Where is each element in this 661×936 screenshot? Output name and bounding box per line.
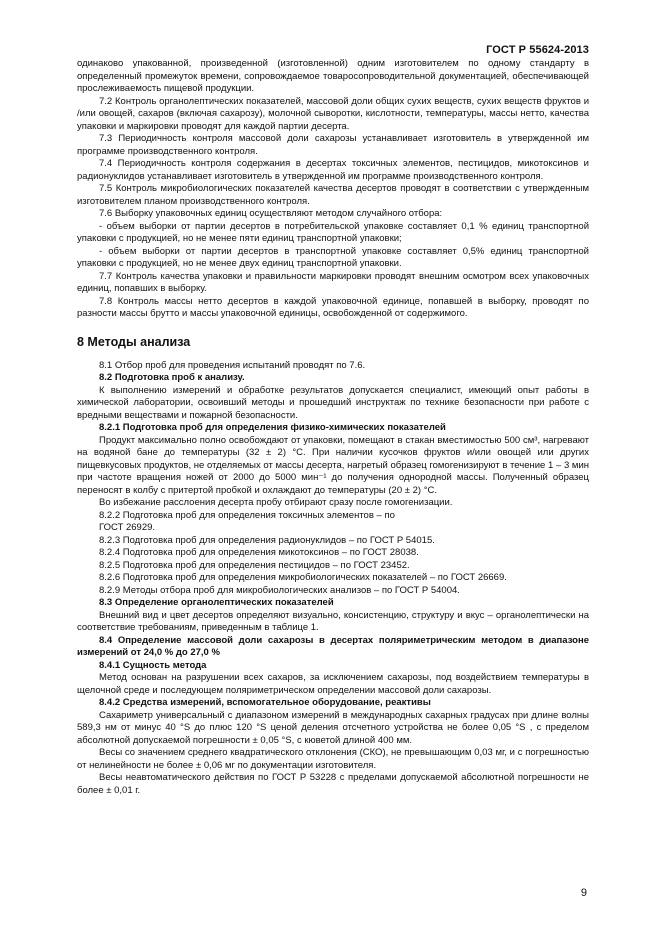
paragraph: 8.2.9 Методы отбора проб для микробиологических анализов – по ГОСТ Р 54004. xyxy=(99,584,460,596)
paragraph: Весы со значением среднего квадратического отклонения (СКО), не превышающим 0,03 мг, и с погрешностью от нелинейности не более ± 0,06 мг по документации изготовителя. xyxy=(77,747,589,771)
paragraph: 7.2 Контроль органолептических показателей, массовой доли общих сухих веществ, сухих веществ фруктов и /или овощей, сахаров (включая сахарозу), молочной сыворотки, кислотности, температуры, массы нетто, качества упаковки и маркировки проводят для каждой партии десерта. xyxy=(77,95,589,132)
paragraph: 7.5 Контроль микробиологических показателей качества десертов проводят в соответствии с утвержденным изготовителем планом производственного контроля. xyxy=(77,183,589,207)
paragraph: 7.6 Выборку упаковочных единиц осуществляют методом случайного отбора: xyxy=(99,208,443,219)
paragraph: 8.2.5 Подготовка проб для определения пестицидов – по ГОСТ 23452. xyxy=(99,559,410,571)
paragraph: 7.4 Периодичность контроля содержания в десертах токсичных элементов, пестицидов, микотоксинов и радионуклидов устанавливает изготовитель в утвержденной им программе производственного контроля. xyxy=(77,158,589,182)
document-header: ГОСТ Р 55624-2013 xyxy=(486,44,589,56)
paragraph: - объем выборки от партии десертов в транспортной упаковке составляет 0,5% единиц транспортной упаковки с продукцией, но не менее двух единиц транспортной упаковки. xyxy=(77,245,589,269)
document-body xyxy=(77,58,589,797)
paragraph: 8.2 Подготовка проб к анализу. xyxy=(99,372,245,383)
paragraph: 8.1 Отбор проб для проведения испытаний проводят по 7.6. xyxy=(99,359,366,371)
paragraph: Внешний вид и цвет десертов определяют визуально, консистенцию, структуру и вкус – органолептически на соответствие требованиям, приведенным в таблице 1. xyxy=(77,609,589,633)
paragraph: 8.4 Определение массовой доли сахарозы в десертах поляриметрическим методом в диапазоне измерений от 24,0 % до 27,0 % xyxy=(77,634,589,658)
paragraph: ГОСТ 26929. xyxy=(99,522,156,533)
section-heading: 8 Методы анализа xyxy=(77,334,191,349)
paragraph: 8.2.3 Подготовка проб для определения радионуклидов – по ГОСТ Р 54015. xyxy=(99,534,435,546)
paragraph: Продукт максимально полно освобождают от упаковки, помещают в стакан вместимостью 500 см³, нагревают на водяной бане до температуры (32 ± 2) °С. При наличии кусочков фруктов и/или овощей или других пищевкусовых продуктов, не отделяемых от массы десерта, нагретый образец гомогенизируют в течение 1 – 3 мин при частоте вращения ножей от 2000 до 5000 мин⁻¹ до получения однородной массы. Полученный образец переносят в колбу с притертой пробкой и охлаждают до температуры (20 ± 2) °С. xyxy=(77,434,589,496)
paragraph: 8.2.1 Подготовка проб для определения физико-химических показателей xyxy=(99,422,446,433)
paragraph: Сахариметр универсальный с диапазоном измерений в международных сахарных градусах при длине волны 589,3 нм от минус 40 °S до плюс 120 °S ценой деления отсчетного устройства не более 0,05 °S , с пределом абсолютной допускаемой погрешности ± 0,05 °S, с кюветой длиной 400 мм. xyxy=(77,709,589,746)
paragraph: 7.7 Контроль качества упаковки и правильности маркировки проводят внешним осмотром всех упаковочных единиц, попавших в выборку. xyxy=(77,270,589,294)
paragraph: 7.3 Периодичность контроля массовой доли сахарозы устанавливает изготовитель в утвержденной им программе производственного контроля. xyxy=(77,133,589,157)
paragraph: - объем выборки от партии десертов в потребительской упаковке составляет 0,1 % единиц транспортной упаковки с продукцией, но не менее пяти единиц транспортной упаковки; xyxy=(77,220,589,244)
paragraph: 8.4.1 Сущность метода xyxy=(99,659,207,671)
paragraph: одинаково упакованной, произведенной (изготовленной) одним изготовителем по одному стандарту в определенный промежуток времени, сопровождаемое товаросопроводительной документацией, обеспечивающей прослеживаемость пищевой продукции. xyxy=(77,58,589,94)
paragraph: Во избежание расслоения десерта пробу отбирают сразу после гомогенизации. xyxy=(99,497,453,508)
paragraph: 8.4.2 Средства измерений, вспомогательное оборудование, реактивы xyxy=(99,697,431,708)
paragraph: 7.8 Контроль массы нетто десертов в каждой упаковочной единице, попавшей в выборку, проводят по разности массы брутто и массы упаковочной единицы, освобожденной от содержимого. xyxy=(77,295,589,319)
paragraph: К выполнению измерений и обработке результатов допускается специалист, имеющий опыт работы в химической лаборатории, освоивший методы и прошедший инструктаж по технике безопасности при работе с вредными веществами и пожарной безопасности. xyxy=(77,384,589,421)
paragraph: 8.2.2 Подготовка проб для определения токсичных элементов – по xyxy=(99,509,395,521)
paragraph: Метод основан на разрушении всех сахаров, за исключением сахарозы, под воздействием температуры в щелочной среде и последующем поляриметрическом определении массовой доли сахарозы. xyxy=(77,672,589,696)
page-number: 9 xyxy=(580,887,587,899)
paragraph: Весы неавтоматического действия по ГОСТ Р 53228 с пределами допускаемой абсолютной погрешности не более ± 0,01 г. xyxy=(77,772,589,796)
paragraph: 8.3 Определение органолептических показателей xyxy=(99,597,334,608)
paragraph: 8.2.6 Подготовка проб для определения микробиологических показателей – по ГОСТ 26669. xyxy=(99,572,507,583)
paragraph: 8.2.4 Подготовка проб для определения микотоксинов – по ГОСТ 28038. xyxy=(99,547,419,558)
